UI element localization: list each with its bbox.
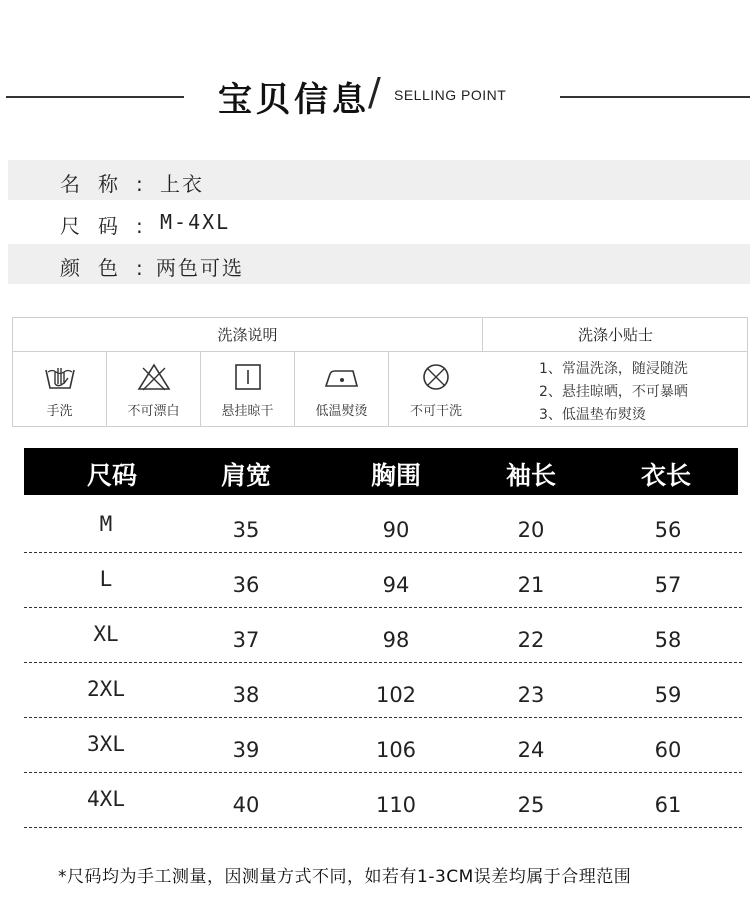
cell-shoulder: 37 [232,628,260,652]
care-instructions-title: 洗涤说明 [13,318,483,352]
cell-chest: 90 [382,518,410,542]
cell-size: 2XL [87,677,125,701]
info-row-size [8,202,750,242]
header-sleeve: 袖长 [505,461,557,490]
care-item-no-bleach [107,352,201,427]
page-subtitle: SELLING POINT [394,87,507,103]
cell-sleeve: 24 [517,738,545,762]
table-row [24,718,742,773]
row-divider [24,827,742,828]
page-title: 宝贝信息 [218,80,370,120]
care-item-label: 不可干洗 [409,404,462,419]
cell-chest: 94 [382,573,410,597]
care-tip: 3、低温垫布熨烫 [539,407,646,423]
low-iron-icon [323,362,361,392]
cell-shoulder: 38 [232,683,260,707]
cell-shoulder: 35 [232,518,260,542]
care-item-hang-dry [201,352,295,427]
care-item-label: 不可漂白 [127,404,180,419]
table-row [24,498,742,553]
cell-length: 58 [654,628,682,652]
table-row [24,608,742,663]
no-bleach-icon [137,362,171,392]
cell-length: 56 [654,518,682,542]
no-tumble-dry-icon [419,362,453,392]
header-size: 尺码 [86,461,138,490]
cell-sleeve: 22 [517,628,545,652]
info-row-color [8,244,750,284]
care-tip: 1、常温洗涤，随浸随洗 [539,361,688,377]
cell-size: XL [93,622,119,646]
cell-length: 57 [654,573,682,597]
size-table-header [24,448,738,495]
cell-size: 3XL [87,732,125,756]
care-item-label: 低温熨烫 [315,404,368,419]
cell-size: 4XL [87,787,125,811]
cell-chest: 110 [375,793,417,817]
info-label: 尺码: [60,214,161,238]
cell-shoulder: 36 [232,573,260,597]
header-line-right [560,96,750,98]
cell-length: 60 [654,738,682,762]
header-line-left [6,96,184,98]
cell-sleeve: 20 [517,518,545,542]
cell-size: L [99,567,113,591]
care-item-label: 手洗 [46,404,73,419]
cell-chest: 98 [382,628,410,652]
info-value: M-4XL [160,210,231,234]
care-item-label: 悬挂晾干 [221,404,274,419]
cell-sleeve: 21 [517,573,545,597]
info-label: 名称: [60,172,161,196]
cell-size: M [99,512,113,536]
title-divider: / [368,70,381,114]
care-tips-title: 洗涤小贴士 [483,318,748,352]
cell-length: 59 [654,683,682,707]
cell-sleeve: 23 [517,683,545,707]
care-item-hand-wash [13,352,107,427]
care-tip: 2、悬挂晾晒，不可暴晒 [539,384,688,400]
table-row [24,553,742,608]
hand-wash-icon [43,362,77,392]
cell-chest: 106 [375,738,417,762]
cell-length: 61 [654,793,682,817]
header-shoulder: 肩宽 [220,461,272,490]
care-icons [13,352,483,427]
cell-shoulder: 39 [232,738,260,762]
table-row [24,773,742,828]
info-row-name [8,160,750,200]
header-length: 衣长 [640,461,692,490]
header-chest: 胸围 [370,461,422,490]
info-value: 两色可选 [156,256,244,280]
cell-shoulder: 40 [232,793,260,817]
info-value: 上衣 [160,172,204,196]
hang-dry-icon [231,362,265,392]
info-label: 颜色: [60,256,161,280]
care-item-no-dry-clean [389,352,483,427]
care-tips-list [483,352,748,427]
care-item-low-iron [295,352,389,427]
care-table [12,317,748,427]
measurement-note: *尺码均为手工测量，因测量方式不同，如若有1-3CM误差均属于合理范围 [58,867,632,887]
table-row [24,663,742,718]
cell-sleeve: 25 [517,793,545,817]
cell-chest: 102 [375,683,417,707]
